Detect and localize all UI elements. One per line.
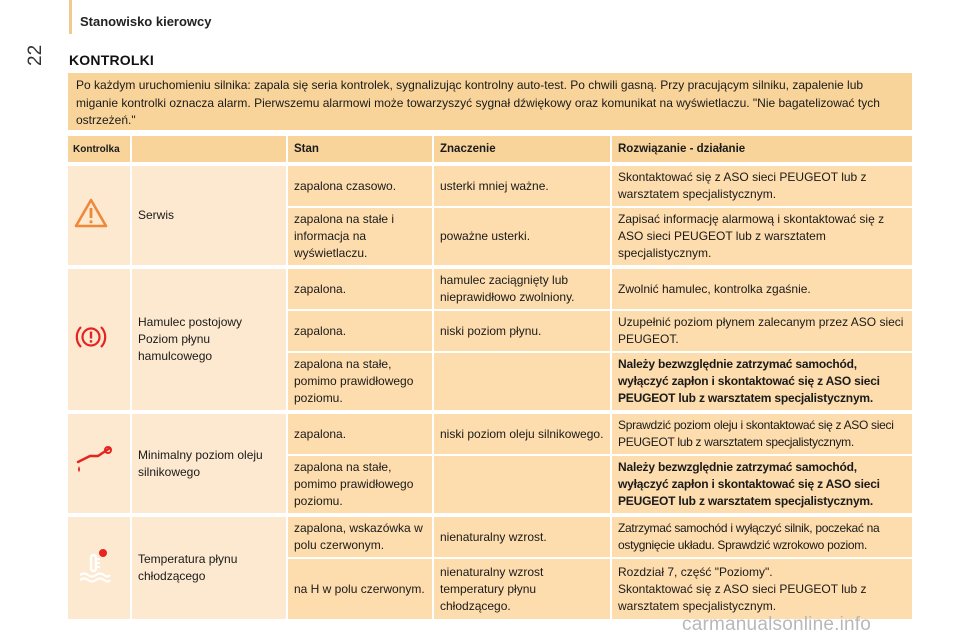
- warning-name: Serwis: [132, 162, 288, 265]
- state-cell: zapalona.: [288, 265, 434, 309]
- action-cell: Sprawdzić poziom oleju i skontaktować się z ASO sieci PEUGEOT lub z warsztatem specjalistycznym.: [612, 410, 914, 454]
- intro-paragraph: Po każdym uruchomieniu silnika: zapala się seria kontrolek, sygnalizując kontrolny auto-test. Po chwili gasną. Przy pracującym silniku, zapalenie lub miganie kontrolki oznacza alarm. Pierwszemu alarmowi może towarzyszyć sygnał dźwiękowy oraz komunikat na wyświetlaczu. "Nie bagatelizować tych ostrzeżeń.": [68, 73, 912, 130]
- table-header-row: [68, 136, 914, 162]
- warning-name: Minimalny poziom oleju silnikowego: [132, 410, 288, 513]
- table-row: [68, 265, 914, 309]
- col-header-kontrolka: Kontrolka: [68, 136, 132, 162]
- col-header-stan: Stan: [288, 136, 434, 162]
- action-cell: [612, 557, 914, 619]
- state-cell: na H w polu czerwonym.: [288, 557, 434, 619]
- col-header-blank: [132, 136, 288, 162]
- state-cell: zapalona.: [288, 410, 434, 454]
- state-cell: zapalona, wskazówka w polu czerwonym.: [288, 513, 434, 557]
- state-cell: zapalona.: [288, 309, 434, 351]
- action-cell: Uzupełnić poziom płynem zalecanym przez ASO sieci PEUGEOT.: [612, 309, 914, 351]
- warning-name: Hamulec postojowy Poziom płynu hamulcowego: [132, 265, 288, 410]
- service-warning-triangle-icon: [68, 162, 132, 265]
- state-cell: zapalona na stałe, pomimo prawidłowego poziomu.: [288, 454, 434, 513]
- header-accent-bar: [69, 0, 72, 34]
- meaning-cell: usterki mniej ważne.: [434, 162, 612, 206]
- table-row: [68, 410, 914, 454]
- page-heading: KONTROLKI: [69, 52, 155, 68]
- meaning-cell: nienaturalny wzrost.: [434, 513, 612, 557]
- warning-name: Temperatura płynu chłodzącego: [132, 513, 288, 619]
- action-line: Skontaktować się z ASO sieci PEUGEOT lub z warsztatem specjalistycznym.: [618, 581, 867, 613]
- meaning-cell: niski poziom płynu.: [434, 309, 612, 351]
- watermark-text: carmanualsonline.info: [682, 614, 872, 635]
- action-cell: Skontaktować się z ASO sieci PEUGEOT lub z warsztatem specjalistycznym.: [612, 162, 914, 206]
- action-cell: Należy bezwzględnie zatrzymać samochód, wyłączyć zapłon i skontaktować się z ASO sieci PEUGEOT lub z warsztatem specjalistycznym.: [612, 454, 914, 513]
- brake-warning-icon: [68, 265, 132, 410]
- col-header-rozwiazanie: Rozwiązanie - działanie: [612, 136, 914, 162]
- table-row: [68, 162, 914, 206]
- state-cell: zapalona na stałe, pomimo prawidłowego poziomu.: [288, 351, 434, 410]
- meaning-cell: nienaturalny wzrost temperatury płynu chłodzącego.: [434, 557, 612, 619]
- col-header-znaczenie: Znaczenie: [434, 136, 612, 162]
- action-cell: Zwolnić hamulec, kontrolka zgaśnie.: [612, 265, 914, 309]
- state-cell: zapalona czasowo.: [288, 162, 434, 206]
- meaning-cell: [434, 351, 612, 410]
- action-cell: Zatrzymać samochód i wyłączyć silnik, poczekać na ostygnięcie układu. Sprawdzić wzrokowo poziom.: [612, 513, 914, 557]
- table-row: [68, 513, 914, 557]
- page-number: 22: [25, 44, 46, 66]
- coolant-temperature-icon: [68, 513, 132, 619]
- warning-lights-table: [68, 136, 914, 619]
- action-cell: Zapisać informację alarmową i skontaktować się z ASO sieci PEUGEOT lub z warsztatem specjalistycznym.: [612, 206, 914, 265]
- meaning-cell: hamulec zaciągnięty lub nieprawidłowo zwolniony.: [434, 265, 612, 309]
- action-cell: Należy bezwzględnie zatrzymać samochód, wyłączyć zapłon i skontaktować się z ASO sieci PEUGEOT lub z warsztatem specjalistycznym.: [612, 351, 914, 410]
- action-line: Rozdział 7, część "Poziomy".: [618, 564, 773, 579]
- meaning-cell: poważne usterki.: [434, 206, 612, 265]
- section-title: Stanowisko kierowcy: [80, 14, 212, 29]
- state-cell: zapalona na stałe i informacja na wyświetlaczu.: [288, 206, 434, 265]
- meaning-cell: niski poziom oleju silnikowego.: [434, 410, 612, 454]
- meaning-cell: [434, 454, 612, 513]
- oil-can-icon: [68, 410, 132, 513]
